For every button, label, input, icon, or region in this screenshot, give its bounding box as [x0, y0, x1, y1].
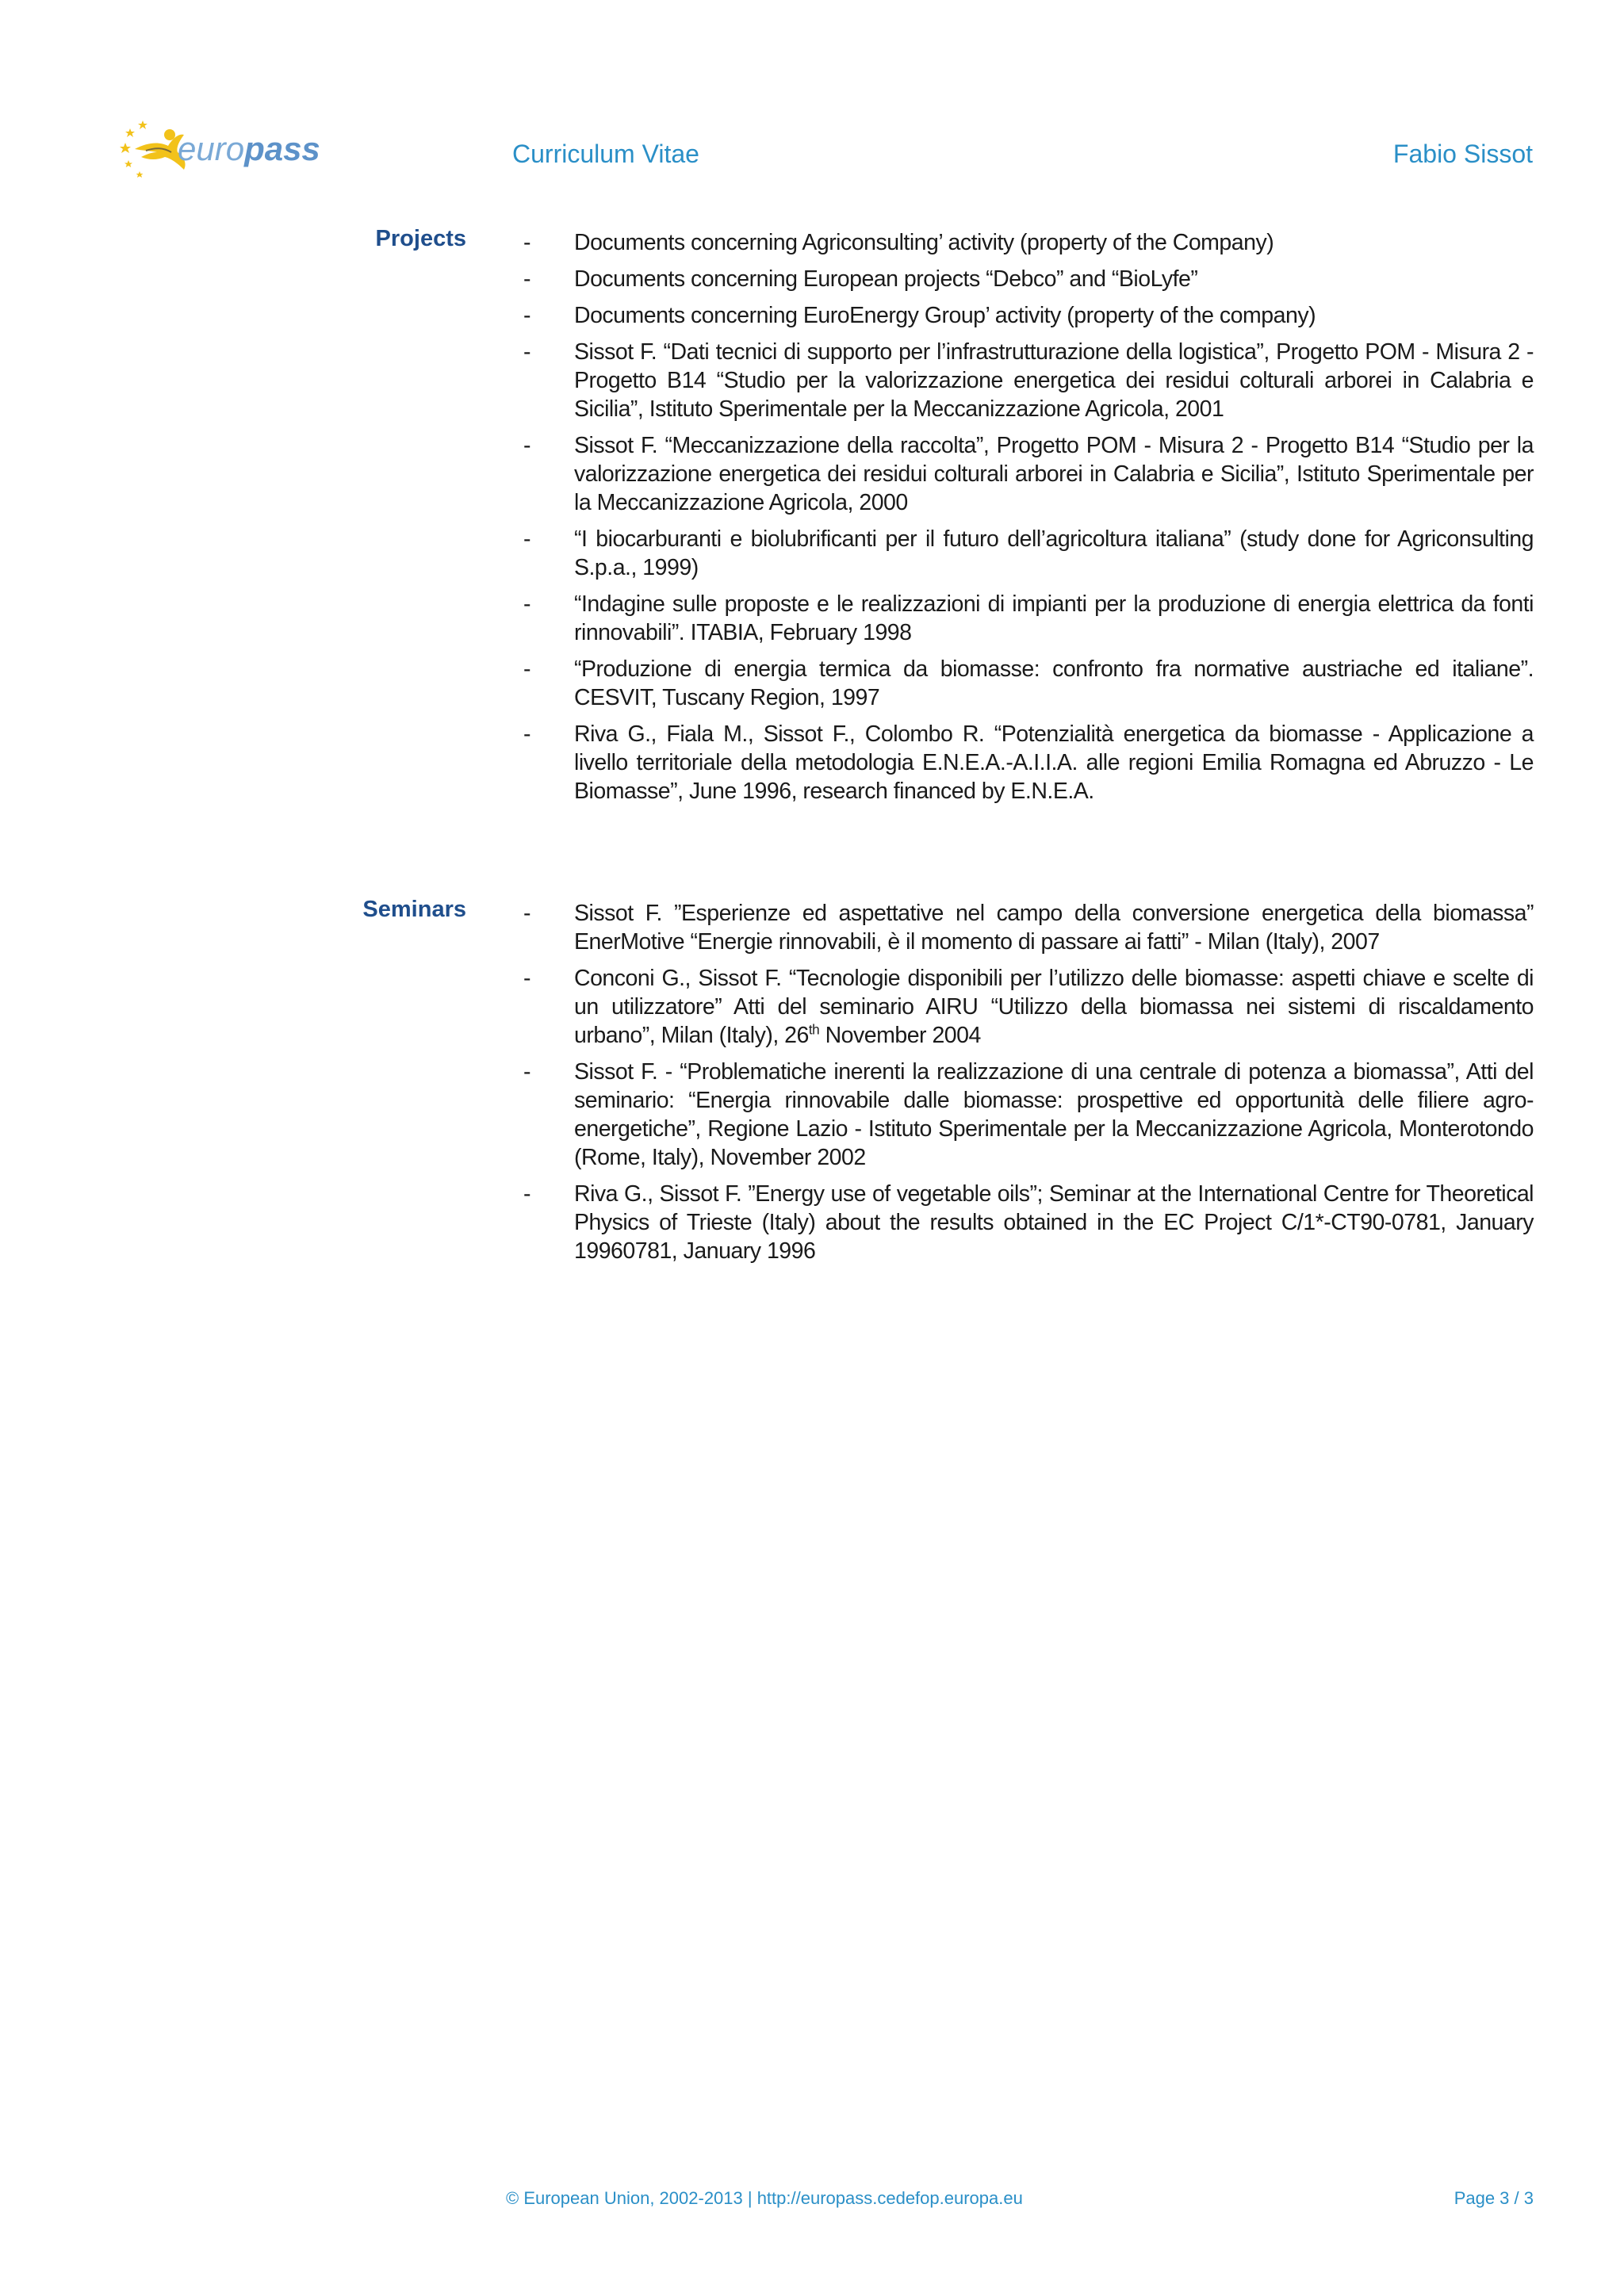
project-text: Documents concerning European projects “Debco” and “BioLyfe”: [574, 266, 1198, 292]
seminar-text-after: November 2004: [819, 1023, 981, 1048]
dash-bullet: -: [523, 339, 530, 365]
europass-wordmark: europass: [178, 130, 320, 167]
seminars-label: Seminars: [362, 897, 466, 922]
list-item: [514, 338, 1534, 423]
header-title: Curriculum Vitae: [512, 140, 699, 168]
project-text: Sissot F. “Dati tecnici di supporto per l’infrastrutturazione della logistica”, Progetto POM - Misura 2 - Progetto B14 “Studio per la valorizzazione energetica dei residui colturali arborei in Calabria e Sicilia”, Istituto Sperimentale per la Meccanizzazione Agricola, 2001: [574, 339, 1534, 422]
dash-bullet: -: [523, 1059, 530, 1085]
dash-bullet: -: [523, 1181, 530, 1207]
list-item: [514, 720, 1534, 806]
project-text: “Produzione di energia termica da biomasse: confronto fra normative austriache ed italiane”. CESVIT, Tuscany Region, 1997: [574, 656, 1534, 710]
europass-logo-icon: [111, 111, 349, 182]
projects-label: Projects: [375, 226, 466, 251]
dash-bullet: -: [523, 526, 530, 552]
dash-bullet: -: [523, 230, 530, 255]
ordinal-suffix: th: [808, 1022, 820, 1038]
seminar-text: Riva G., Sissot F. ”Energy use of vegetable oils”; Seminar at the International Centre for Theoretical Physics of Trieste (Italy) about the results obtained in the EC Project C/1*-CT90-0781, January 19960781, January 1996: [574, 1181, 1534, 1264]
project-text: Riva G., Fiala M., Sissot F., Colombo R. “Potenzialità energetica da biomasse - Applicazione a livello territoriale della metodologia E.N.E.A.-A.I.I.A. alle regioni Emilia Romagna ed Abruzzo - Le Biomasse”, June 1996, research financed by E.N.E.A.: [574, 721, 1534, 804]
footer-page-number: Page 3 / 3: [1454, 2188, 1534, 2208]
list-item: [514, 899, 1534, 956]
list-item: [514, 228, 1534, 257]
header-name: Fabio Sissot: [1392, 140, 1533, 168]
dash-bullet: -: [523, 303, 530, 328]
seminar-text-before: Conconi G., Sissot F. “Tecnologie disponibili per l’utilizzo delle biomasse: aspetti chiave e scelte di un utilizzatore” Atti del seminario AIRU “Utilizzo della biomassa nei sistemi di riscaldamento urbano”, Milan (Italy), 26: [574, 966, 1534, 1048]
list-item: [514, 964, 1534, 1050]
list-item: [514, 655, 1534, 712]
project-text: “Indagine sulle proposte e le realizzazioni di impianti per la produzione di energia elettrica da fonti rinnovabili”. ITABIA, February 1998: [574, 591, 1534, 645]
list-item: [514, 1180, 1534, 1265]
dash-bullet: -: [523, 591, 530, 617]
dash-bullet: -: [523, 901, 530, 926]
list-item: [514, 301, 1534, 330]
footer-copyright: © European Union, 2002-2013 | http://europass.cedefop.europa.eu: [506, 2188, 1023, 2208]
project-text: Documents concerning EuroEnergy Group’ activity (property of the company): [574, 303, 1316, 328]
list-item: [514, 265, 1534, 293]
dash-bullet: -: [523, 266, 530, 292]
project-text: “I biocarburanti e biolubrificanti per il futuro dell’agricoltura italiana” (study done for Agriconsulting S.p.a., 1999): [574, 526, 1534, 580]
dash-bullet: -: [523, 656, 530, 682]
seminars-list: [514, 899, 1534, 1273]
dash-bullet: -: [523, 433, 530, 458]
list-item: [514, 525, 1534, 582]
seminar-text: Sissot F. ”Esperienze ed aspettative nel campo della conversione energetica della biomassa” EnerMotive “Energie rinnovabili, è il momento di passare ai fatti” - Milan (Italy), 2007: [574, 901, 1534, 955]
europass-logo: [111, 111, 349, 182]
dash-bullet: -: [523, 966, 530, 991]
list-item: [514, 590, 1534, 647]
dash-bullet: -: [523, 721, 530, 747]
project-text: Documents concerning Agriconsulting’ activity (property of the Company): [574, 230, 1274, 255]
seminar-text: Sissot F. - “Problematiche inerenti la realizzazione di una centrale di potenza a biomassa”, Atti del seminario: “Energia rinnovabile dalle biomasse: prospettive ed opportunità delle filiere agro-energetiche”, Regione Lazio - Istituto Sperimentale per la Meccanizzazione Agricola, Monterotondo (Rome, Italy), November 2002: [574, 1059, 1534, 1170]
projects-list: [514, 228, 1534, 813]
list-item: [514, 431, 1534, 517]
project-text: Sissot F. “Meccanizzazione della raccolta”, Progetto POM - Misura 2 - Progetto B14 “Studio per la valorizzazione energetica dei residui colturali arborei in Calabria e Sicilia”, Istituto Sperimentale per la Meccanizzazione Agricola, 2000: [574, 433, 1534, 515]
list-item: [514, 1058, 1534, 1172]
